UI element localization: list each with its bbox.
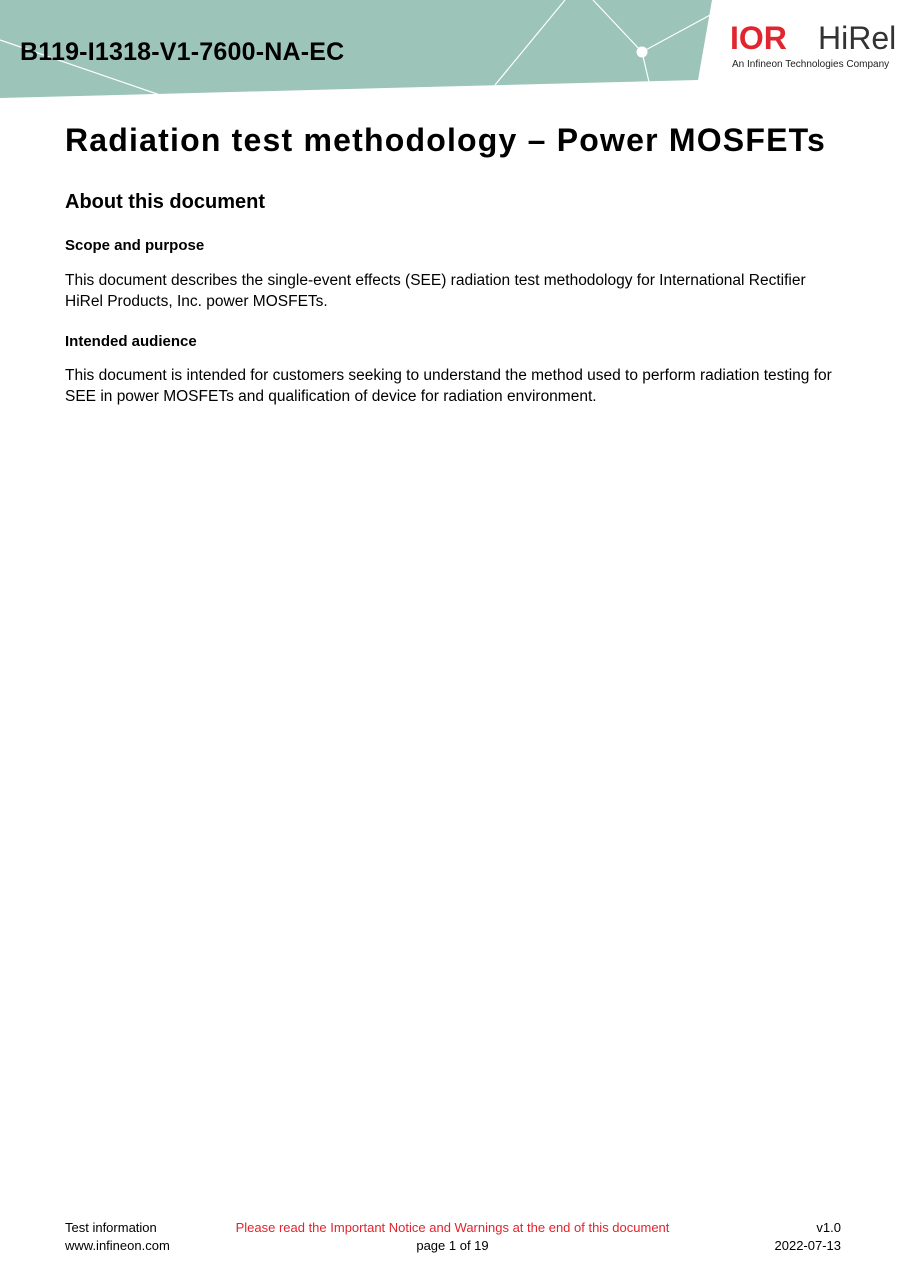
document-id: B119-I1318-V1-7600-NA-EC (20, 38, 345, 66)
scope-heading: Scope and purpose (65, 237, 205, 254)
logo-mark: IOR (730, 19, 787, 56)
footer-notice: Please read the Important Notice and Warnings at the end of this document (235, 1220, 670, 1235)
footer-page-number: page 1 of 19 (416, 1238, 489, 1253)
footer-doc-type: Test information (65, 1220, 157, 1235)
banner-node (637, 47, 648, 58)
scope-text: This document describes the single-event effects (SEE) radiation test methodology for International Rectifier HiRel Products, Inc. power MOSFETs. (65, 272, 806, 310)
logo-tagline: An Infineon Technologies Company (732, 59, 890, 70)
footer-website-link[interactable]: www.infineon.com (65, 1238, 170, 1253)
logo-name: HiRel (818, 20, 897, 56)
page-title: Radiation test methodology – Power MOSFETs (65, 122, 826, 158)
section-heading: About this document (65, 191, 265, 213)
company-logo (730, 20, 895, 75)
footer-date: 2022-07-13 (774, 1238, 841, 1253)
audience-text: This document is intended for customers seeking to understand the method used to perform radiation testing for SEE in power MOSFETs and qualification of device for radiation environment. (65, 367, 832, 405)
audience-heading: Intended audience (65, 333, 197, 350)
footer-version: v1.0 (816, 1220, 841, 1235)
